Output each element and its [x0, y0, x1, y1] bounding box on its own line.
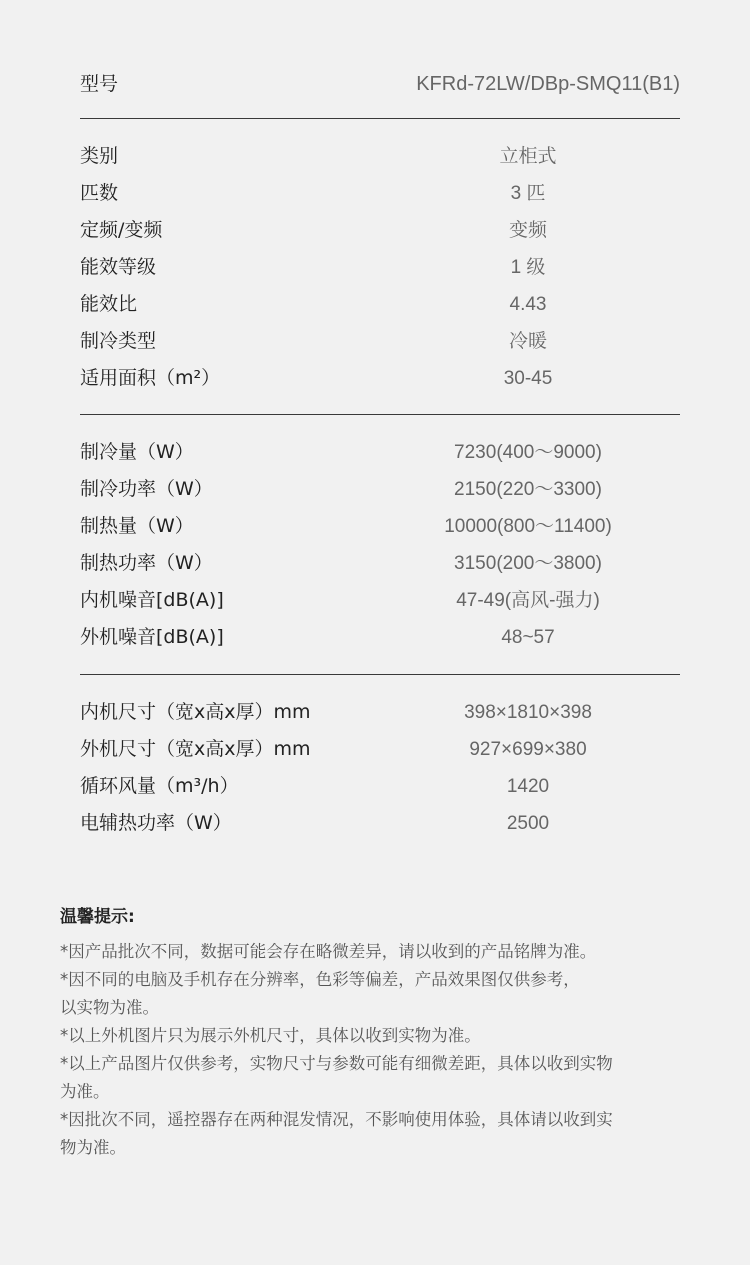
spec-value: 3 匹 [510, 183, 546, 204]
note-line: *因不同的电脑及手机存在分辨率，色彩等偏差，产品效果图仅供参考， [60, 970, 580, 989]
spec-value: 10000(800～11400) [444, 516, 612, 537]
spec-row [80, 619, 680, 656]
spec-row [80, 138, 680, 175]
spec-value: 1420 [506, 776, 550, 797]
spec-value: 立柜式 [499, 146, 557, 167]
spec-value: 2500 [506, 813, 550, 834]
spec-value: KFRd-72LW/DBp-SMQ11(B1) [416, 73, 680, 95]
spec-row [80, 434, 680, 471]
spec-label: 制冷量（W） [80, 441, 194, 463]
note-line: 物为准。 [60, 1138, 126, 1157]
spec-value: 7230(400～9000) [454, 442, 602, 463]
spec-value: 4.43 [509, 294, 547, 315]
spec-value: 3150(200～3800) [454, 553, 602, 574]
spec-row [80, 323, 680, 360]
spec-label: 循环风量（m³/h） [80, 775, 239, 797]
spec-label: 能效比 [80, 293, 138, 315]
spec-row [80, 545, 680, 582]
spec-row [80, 249, 680, 286]
spec-row [80, 805, 680, 842]
spec-row [80, 286, 680, 323]
performance-specs-section [80, 434, 680, 675]
spec-value: 48~57 [501, 627, 555, 648]
basic-specs-section [80, 138, 680, 415]
spec-value: 变频 [508, 220, 547, 241]
spec-value: 30-45 [503, 368, 553, 389]
spec-label: 能效等级 [80, 256, 157, 278]
spec-value: 398×1810×398 [464, 702, 592, 723]
spec-label: 匹数 [80, 182, 119, 204]
spec-label: 制冷功率（W） [80, 478, 213, 500]
spec-label: 型号 [80, 73, 119, 95]
spec-label: 类别 [80, 145, 119, 167]
spec-row [80, 212, 680, 249]
spec-label: 内机尺寸（宽x高x厚）mm [80, 701, 311, 723]
spec-row [80, 508, 680, 545]
spec-value: 927×699×380 [469, 739, 587, 760]
spec-row [80, 471, 680, 508]
spec-label: 内机噪音[dB(A)] [80, 589, 224, 611]
spec-value: 47-49(高风-强力) [456, 590, 600, 611]
spec-label: 外机尺寸（宽x高x厚）mm [80, 738, 311, 760]
spec-label: 外机噪音[dB(A)] [80, 626, 224, 648]
spec-row [80, 694, 680, 731]
spec-row [80, 731, 680, 768]
spec-label: 制热量（W） [80, 515, 194, 537]
spec-row [80, 768, 680, 805]
spec-label: 制热功率（W） [80, 552, 213, 574]
spec-label: 电辅热功率（W） [80, 812, 232, 834]
notes-section [60, 904, 720, 1162]
spec-label: 制冷类型 [80, 330, 157, 352]
dimensions-specs-section [80, 694, 680, 844]
note-line: 以实物为准。 [60, 998, 159, 1017]
spec-value: 2150(220～3300) [454, 479, 602, 500]
note-line: *以上产品图片仅供参考，实物尺寸与参数可能有细微差距，具体以收到实物 [60, 1054, 613, 1073]
note-line: *因批次不同，遥控器存在两种混发情况，不影响使用体验，具体请以收到实 [60, 1110, 613, 1129]
spec-row [80, 360, 680, 397]
spec-row-model [80, 64, 680, 104]
spec-label: 定频/变频 [80, 219, 163, 241]
spec-value: 冷暖 [508, 331, 547, 352]
spec-label: 适用面积（m²） [80, 367, 221, 389]
note-line: 为准。 [60, 1082, 110, 1101]
note-line: *以上外机图片只为展示外机尺寸，具体以收到实物为准。 [60, 1026, 481, 1045]
spec-value: 1 级 [510, 257, 546, 278]
note-line: *因产品批次不同，数据可能会存在略微差异，请以收到的产品铭牌为准。 [60, 942, 597, 961]
model-section [80, 64, 680, 119]
spec-row [80, 582, 680, 619]
notes-title: 温馨提示: [60, 907, 135, 927]
spec-row [80, 175, 680, 212]
